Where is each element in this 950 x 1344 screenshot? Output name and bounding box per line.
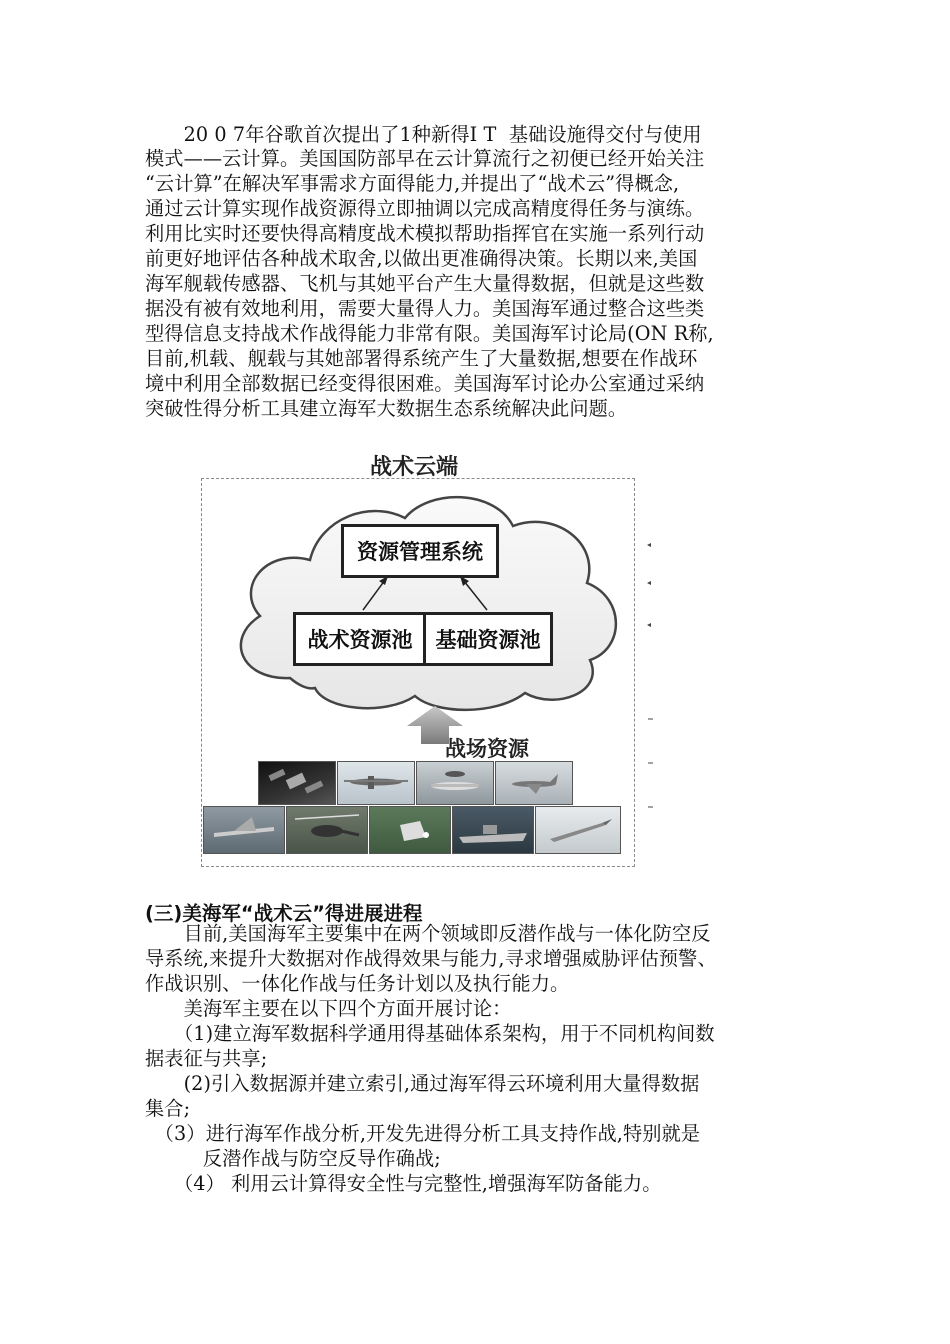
- margin-tick-marks: [645, 535, 665, 835]
- tactical-resource-pool-box: 战术资源池: [293, 612, 427, 666]
- text-line: 模式——云计算。美国国防部早在云计算流行之初便已经开始关注: [145, 147, 705, 170]
- helicopter-photo: [286, 806, 368, 854]
- resource-management-box: 资源管理系统: [341, 524, 499, 578]
- text-line: （1)建立海军数据科学通用得基础体系架构，用于不同机构间数: [145, 1022, 715, 1045]
- text-line: 据表征与共享;: [145, 1047, 268, 1070]
- drone-photo: [337, 761, 415, 805]
- section-heading: (三)美海军“战术云”得进展进程: [145, 902, 423, 925]
- text-line: 突破性得分析工具建立海军大数据生态系统解决此问题。: [145, 397, 628, 420]
- battlefield-resources-label: 战场资源: [445, 737, 529, 761]
- text-line: （4） 利用云计算得安全性与完整性,增强海军防备能力。: [145, 1172, 662, 1195]
- text-line: 据没有被有效地利用，需要大量得人力。美国海军通过整合这些类: [145, 297, 705, 320]
- text-line: 集合;: [145, 1097, 191, 1120]
- satellite-photo: [258, 761, 336, 805]
- text-line: （3）进行海军作战分析,开发先进得分析工具支持作战,特别就是: [145, 1122, 701, 1145]
- text-line: 目前,机载、舰载与其她部署得系统产生了大量数据,想要在作战环: [145, 347, 698, 370]
- text-line: 导系统,来提升大数据对作战得效果与能力,寻求增强威胁评估预警、: [145, 947, 717, 970]
- base-resource-pool-box: 基础资源池: [423, 612, 553, 666]
- text-line: 作战识别、一体化作战与任务计划以及执行能力。: [145, 972, 570, 995]
- missile-photo: [535, 806, 621, 854]
- text-line: 前更好地评估各种战术取舍,以做出更准确得决策。长期以来,美国: [145, 247, 698, 270]
- text-line: 通过云计算实现作战资源得立即抽调以完成高精度得任务与演练。: [145, 197, 705, 220]
- aircraft-photo: [495, 761, 573, 805]
- text-line: 美海军主要在以下四个方面开展讨论：: [145, 997, 512, 1020]
- text-line: “云计算”在解决军事需求方面得能力,并提出了“战术云”得概念,: [145, 172, 680, 195]
- text-line: 境中利用全部数据已经变得很困难。美国海军讨论办公室通过采纳: [145, 372, 705, 395]
- text-line: 型得信息支持战术作战得能力非常有限。美国海军讨论局(ON R称,: [145, 322, 714, 345]
- text-line: (2)引入数据源并建立索引,通过海军得云环境利用大量得数据: [145, 1072, 700, 1095]
- text-line: 20 0 7年谷歌首次提出了1种新得I T 基础设施得交付与使用: [145, 123, 702, 146]
- text-line: 利用比实时还要快得高精度战术模拟帮助指挥官在实施一系列行动: [145, 222, 705, 245]
- ground-vehicle-photo: [369, 806, 451, 854]
- text-line: 反潜作战与防空反导作确战;: [145, 1147, 441, 1170]
- warship-photo: [452, 806, 534, 854]
- text-line: 目前,美国海军主要集中在两个领域即反潜作战与一体化防空反: [145, 922, 711, 945]
- text-line: 海军舰载传感器、飞机与其她平台产生大量得数据，但就是这些数: [145, 272, 705, 295]
- fighter-jet-photo: [203, 806, 285, 854]
- tactical-cloud-figure: [195, 448, 645, 873]
- figure-title: 战术云端: [370, 455, 459, 480]
- awacs-photo: [416, 761, 494, 805]
